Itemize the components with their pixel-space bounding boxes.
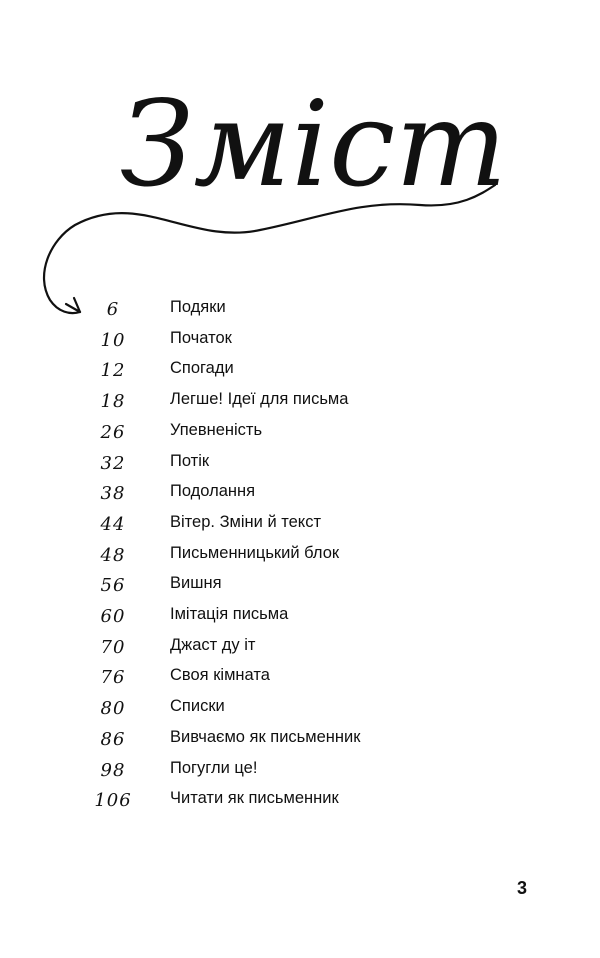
toc-entry[interactable] bbox=[0, 631, 600, 661]
toc-page-number: 38 bbox=[100, 483, 126, 505]
toc-entry[interactable] bbox=[0, 784, 600, 814]
toc-entry[interactable] bbox=[0, 692, 600, 722]
toc-page-number: 76 bbox=[100, 667, 126, 689]
toc-entry-title: Джаст ду іт bbox=[170, 635, 256, 654]
toc-entry-title: Спогади bbox=[170, 359, 234, 378]
toc-entry[interactable] bbox=[0, 385, 600, 415]
toc-entry-title: Читати як письменник bbox=[170, 789, 339, 808]
toc-page-number: 26 bbox=[100, 421, 126, 443]
toc-page-number: 48 bbox=[100, 544, 126, 566]
toc-page-number: 80 bbox=[100, 698, 126, 720]
toc-entry-title: Своя кімната bbox=[170, 666, 270, 685]
toc-entry[interactable] bbox=[0, 723, 600, 753]
toc-page-number: 70 bbox=[100, 636, 126, 658]
title-graphic bbox=[30, 60, 510, 320]
toc-page-number: 60 bbox=[100, 606, 126, 627]
toc-entry-title: Списки bbox=[170, 697, 225, 716]
toc-entry-title: Потік bbox=[170, 451, 210, 470]
toc-entry[interactable] bbox=[0, 600, 600, 630]
toc-entry-title: Імітація письма bbox=[170, 605, 289, 623]
page-title: Зміст bbox=[120, 75, 508, 213]
toc-page-number: 12 bbox=[100, 360, 126, 382]
toc-entry[interactable] bbox=[0, 661, 600, 691]
toc-page-number: 10 bbox=[100, 329, 126, 351]
toc-page-number: 106 bbox=[94, 790, 132, 812]
toc-entry-title: Вітер. Зміни й текст bbox=[170, 512, 322, 531]
toc-entry-title: Подолання bbox=[170, 482, 256, 501]
toc-page-number: 44 bbox=[100, 513, 126, 535]
toc-entry[interactable] bbox=[0, 569, 600, 599]
toc-entry-title: Письменницький блок bbox=[170, 543, 340, 562]
toc-entry[interactable] bbox=[0, 293, 600, 323]
toc-page-number: 98 bbox=[100, 759, 126, 781]
toc-entry[interactable] bbox=[0, 447, 600, 477]
toc-entry-title: Вишня bbox=[170, 574, 222, 593]
toc-entry[interactable] bbox=[0, 508, 600, 538]
toc-entry-title: Погугли це! bbox=[170, 758, 258, 777]
toc-page-number: 6 bbox=[106, 299, 120, 320]
toc-page-number: 56 bbox=[100, 575, 126, 597]
toc-entry-title: Подяки bbox=[170, 298, 226, 316]
toc-page-number: 18 bbox=[100, 391, 126, 413]
toc-entry-title: Початок bbox=[170, 328, 232, 347]
toc-entry[interactable] bbox=[0, 539, 600, 569]
toc-entry-title: Легше! Ідеї для письма bbox=[170, 390, 349, 409]
toc-entry-title: Вивчаємо як письменник bbox=[170, 727, 361, 746]
toc-entry[interactable] bbox=[0, 416, 600, 446]
toc-entry-title: Упевненість bbox=[170, 420, 263, 439]
toc-page-number: 86 bbox=[100, 728, 126, 750]
page-number: 3 bbox=[517, 878, 528, 898]
toc-entry[interactable] bbox=[0, 754, 600, 784]
toc-entry[interactable] bbox=[0, 477, 600, 507]
toc-page-number: 32 bbox=[100, 452, 126, 474]
toc-entry[interactable] bbox=[0, 354, 600, 384]
toc-entry[interactable] bbox=[0, 324, 600, 354]
